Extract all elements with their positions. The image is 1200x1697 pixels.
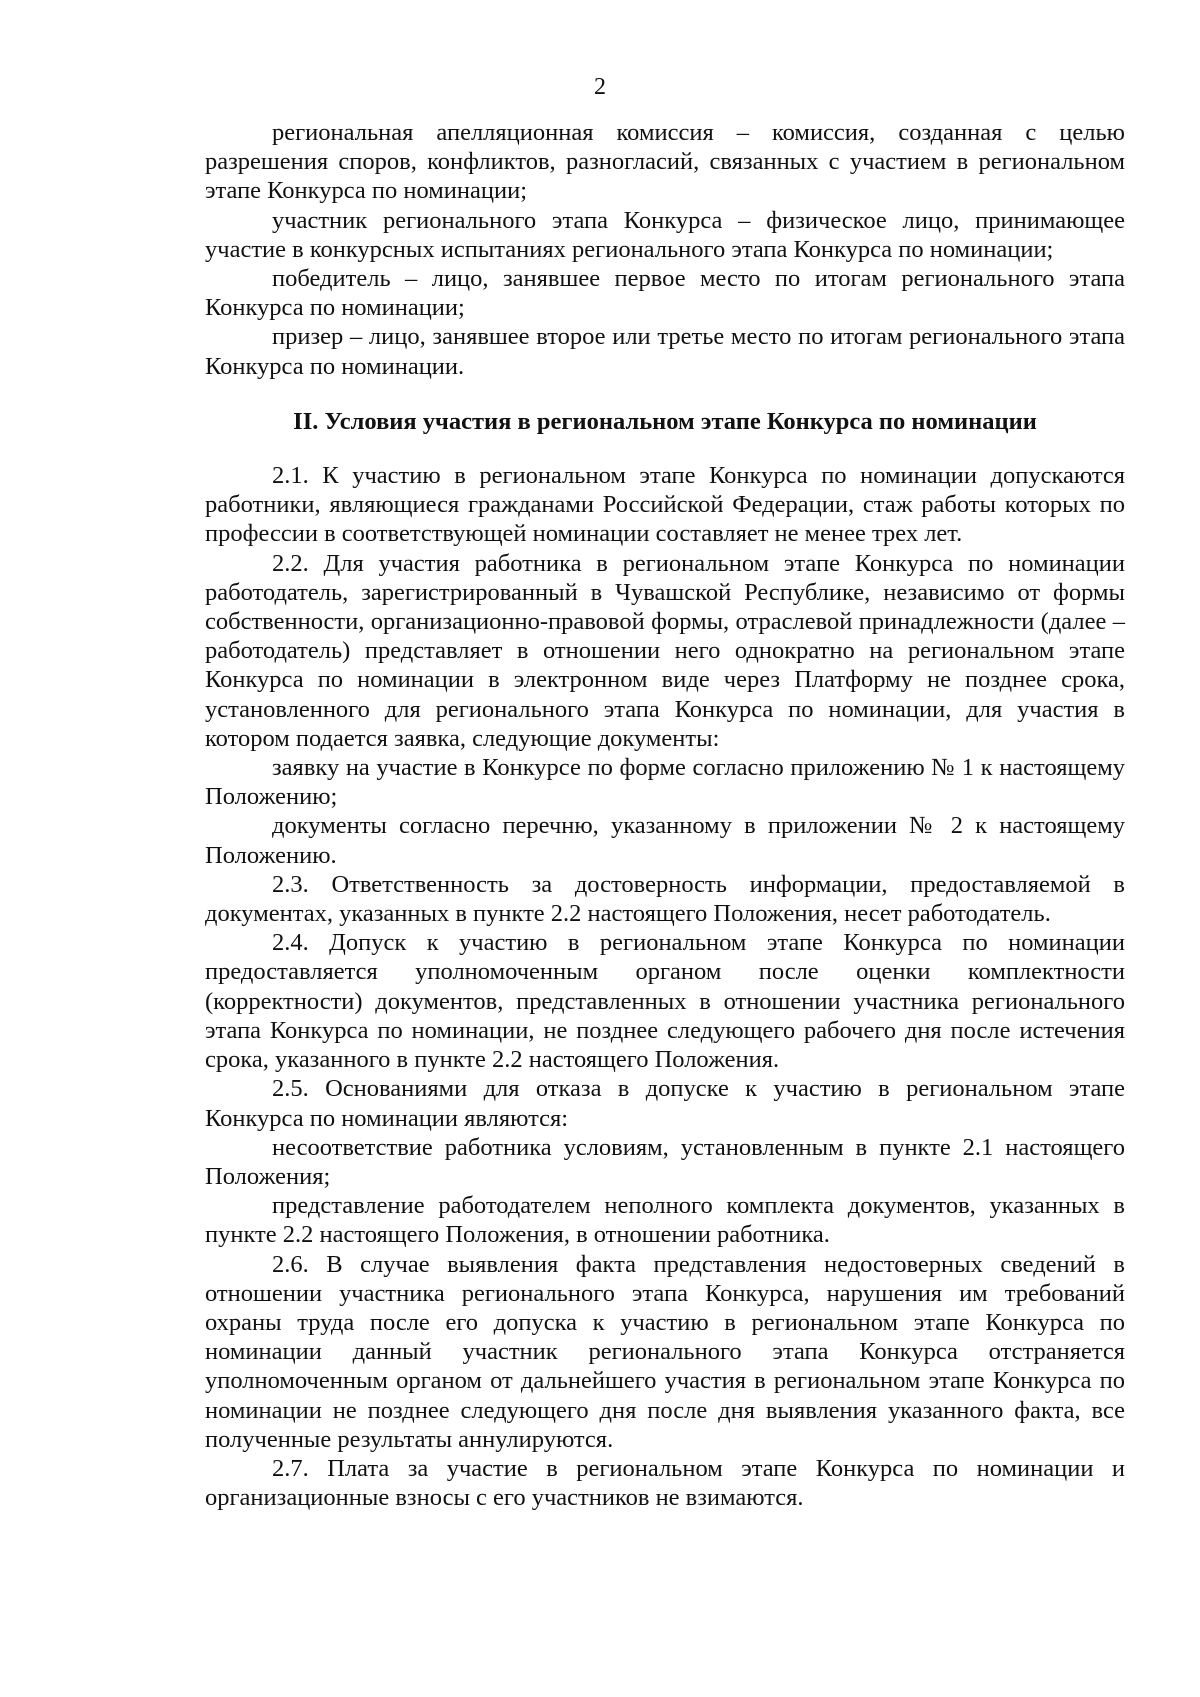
definition-prize-winner: призер – лицо, занявшее второе или третье место по итогам регионального этапа Конкурса по номинации.	[205, 323, 1125, 380]
definition-winner: победитель – лицо, занявшее первое место по итогам регионального этапа Конкурса по номинации;	[205, 265, 1125, 322]
paragraph-2-1: 2.1. К участию в региональном этапе Конкурса по номинации допускаются работники, являющиеся гражданами Российской Федерации, стаж работы которых по профессии в соответствующей номинации составляет не менее трех лет.	[205, 462, 1125, 548]
paragraph-2-5-item-mismatch: несоответствие работника условиям, установленным в пункте 2.1 настоящего Положения;	[205, 1133, 1125, 1190]
definition-participant: участник регионального этапа Конкурса – физическое лицо, принимающее участие в конкурсных испытаниях регионального этапа Конкурса по номинации;	[205, 206, 1125, 263]
paragraph-2-2-item-documents: документы согласно перечню, указанному в приложении № 2 к настоящему Положению.	[205, 812, 1125, 869]
section-heading: II. Условия участия в региональном этапе Конкурса по номинации	[293, 407, 1037, 435]
definition-appeal-commission: региональная апелляционная комиссия – комиссия, созданная с целью разрешения споров, конфликтов, разногласий, связанных с участием в региональном этапе Конкурса по номинации;	[205, 119, 1125, 205]
paragraph-2-5: 2.5. Основаниями для отказа в допуске к участию в региональном этапе Конкурса по номинации являются:	[205, 1075, 1125, 1132]
paragraph-2-2-item-application: заявку на участие в Конкурсе по форме согласно приложению № 1 к настоящему Положению;	[205, 754, 1125, 811]
paragraph-2-4: 2.4. Допуск к участию в региональном этапе Конкурса по номинации предоставляется уполномоченным органом после оценки комплектности (корректности) документов, представленных в отношении участника регионального этапа Конкурса по номинации, не позднее следующего рабочего дня после истечения срока, указанного в пункте 2.2 настоящего Положения.	[205, 929, 1125, 1074]
paragraph-2-3: 2.3. Ответственность за достоверность информации, предоставляемой в документах, указанных в пункте 2.2 настоящего Положения, несет работодатель.	[205, 870, 1125, 928]
paragraph-2-2: 2.2. Для участия работника в региональном этапе Конкурса по номинации работодатель, зарегистрированный в Чувашской Республике, независимо от формы собственности, организационно-правовой формы, отраслевой принадлежности (далее – работодатель) представляет в отношении него однократно на региональном этапе Конкурса по номинации в электронном виде через Платформу не позднее срока, установленного для регионального этапа Конкурса по номинации, для участия в котором подается заявка, следующие документы:	[205, 549, 1125, 752]
page-number: 2	[594, 74, 606, 100]
document-body	[205, 118, 1125, 1512]
paragraph-2-5-item-incomplete: представление работодателем неполного комплекта документов, указанных в пункте 2.2 настоящего Положения, в отношении работника.	[205, 1192, 1125, 1249]
paragraph-2-6: 2.6. В случае выявления факта представления недостоверных сведений в отношении участника регионального этапа Конкурса, нарушения им требований охраны труда после его допуска к участию в региональном этапе Конкурса по номинации данный участник регионального этапа Конкурса отстраняется уполномоченным органом от дальнейшего участия в региональном этапе Конкурса по номинации не позднее следующего дня после дня выявления указанного факта, все полученные результаты аннулируются.	[205, 1250, 1125, 1453]
paragraph-2-7: 2.7. Плата за участие в региональном этапе Конкурса по номинации и организационные взносы с его участников не взимаются.	[205, 1454, 1125, 1512]
